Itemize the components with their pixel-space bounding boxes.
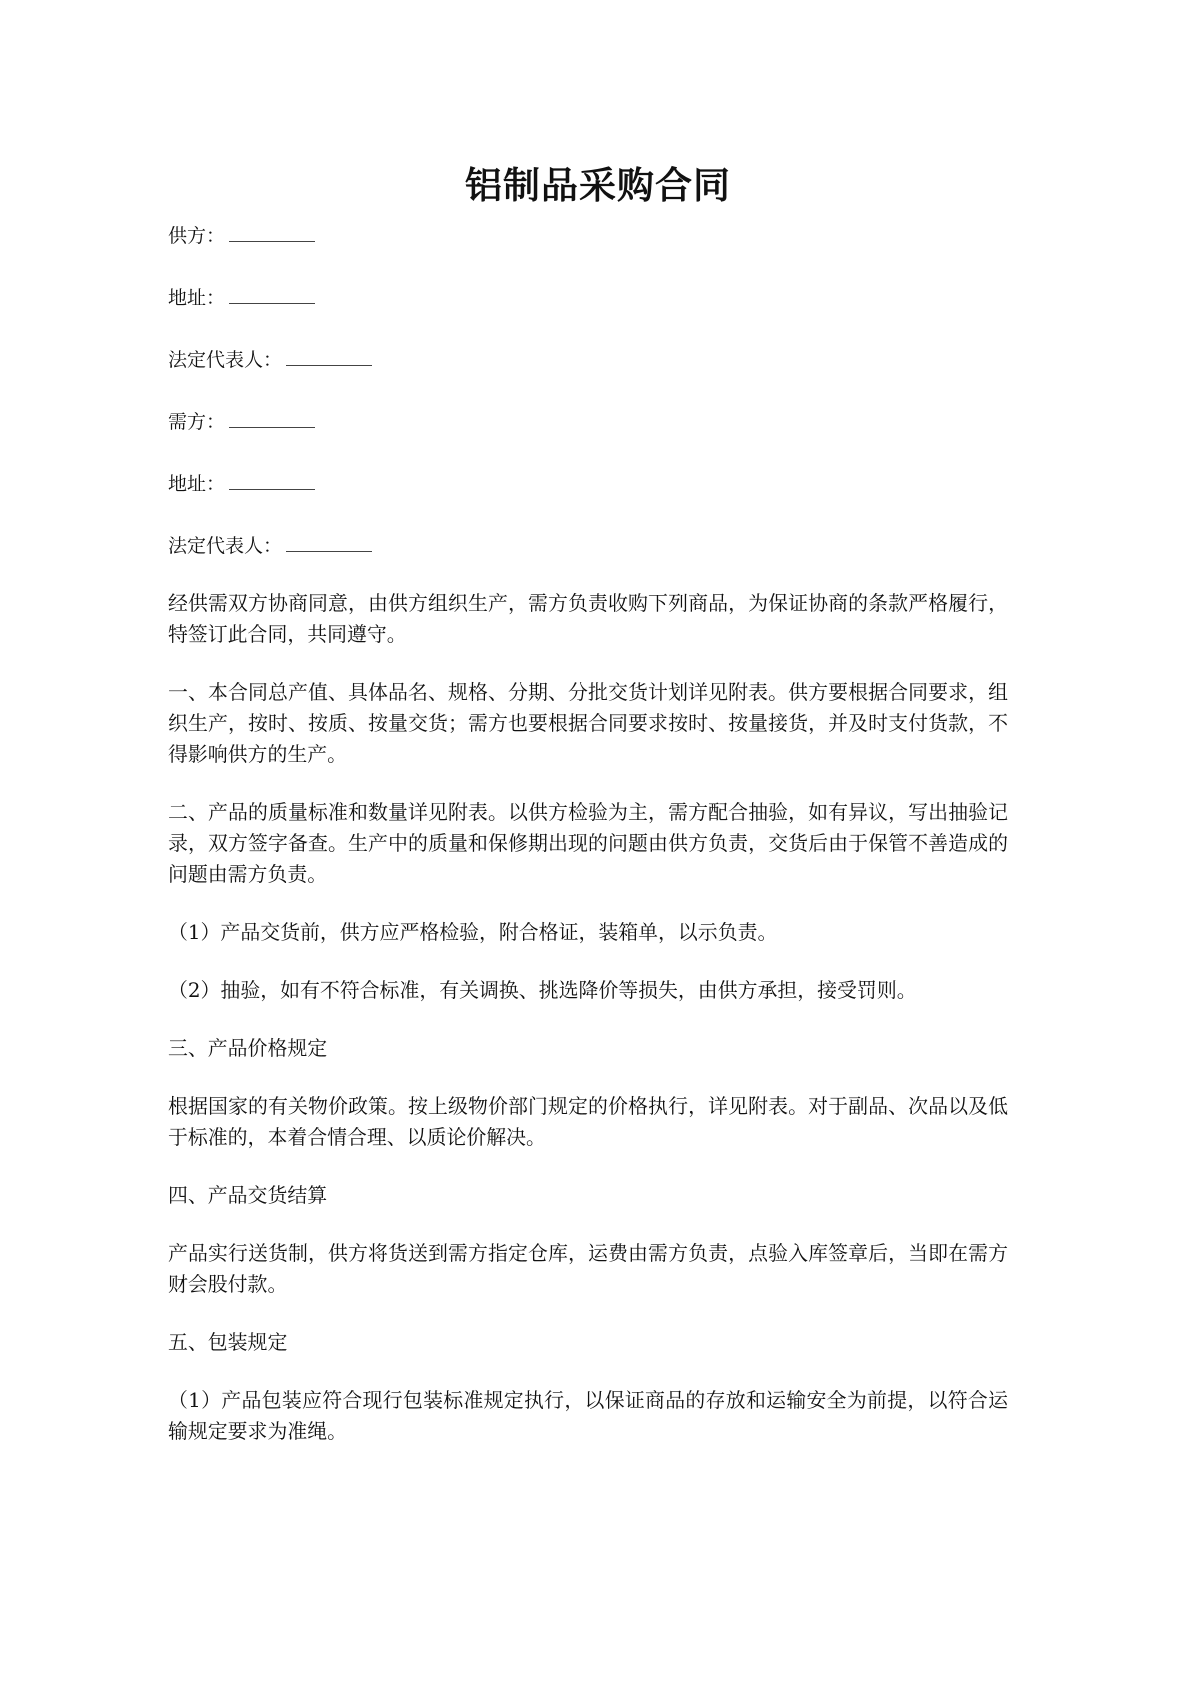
clause-5-heading: 五、包装规定	[168, 1331, 288, 1354]
document-page	[168, 155, 1008, 1447]
clause-1-paragraph: 一、本合同总产值、具体品名、规格、分期、分批交货计划详见附表。供方要根据合同要求，组织生产，按时、按质、按量交货；需方也要根据合同要求按时、按量接货，并及时支付货款，不得影响供方的生产。	[168, 681, 1008, 766]
supplier-legal-rep-field	[168, 347, 1008, 372]
buyer-field	[168, 409, 1008, 434]
field-label: 法定代表人：	[168, 349, 283, 371]
field-label: 需方：	[168, 411, 226, 433]
fill-blank-line	[229, 285, 315, 304]
field-label: 地址：	[168, 473, 226, 495]
intro-paragraph: 经供需双方协商同意，由供方组织生产，需方负责收购下列商品，为保证协商的条款严格履行，特签订此合同，共同遵守。	[168, 592, 1008, 646]
fill-blank-line	[229, 409, 315, 428]
fill-blank-line	[229, 223, 315, 242]
clause-2-paragraph: 二、产品的质量标准和数量详见附表。以供方检验为主，需方配合抽验，如有异议，写出抽验记录，双方签字备查。生产中的质量和保修期出现的问题由供方负责，交货后由于保管不善造成的问题由需方负责。	[168, 801, 1008, 886]
clause-5-item-1: （1）产品包装应符合现行包装标准规定执行，以保证商品的存放和运输安全为前提，以符合运输规定要求为准绳。	[168, 1389, 1008, 1443]
field-label: 地址：	[168, 287, 226, 309]
clause-4-heading: 四、产品交货结算	[168, 1184, 328, 1207]
buyer-legal-rep-field	[168, 533, 1008, 558]
fill-blank-line	[286, 533, 372, 552]
clause-3-paragraph: 根据国家的有关物价政策。按上级物价部门规定的价格执行，详见附表。对于副品、次品以及低于标准的，本着合情合理、以质论价解决。	[168, 1095, 1008, 1149]
buyer-address-field	[168, 471, 1008, 496]
clause-3-heading: 三、产品价格规定	[168, 1037, 328, 1060]
supplier-address-field	[168, 285, 1008, 310]
fill-blank-line	[286, 347, 372, 366]
field-label: 供方：	[168, 225, 226, 247]
field-label: 法定代表人：	[168, 535, 283, 557]
supplier-field	[168, 223, 1008, 248]
fill-blank-line	[229, 471, 315, 490]
clause-4-paragraph: 产品实行送货制，供方将货送到需方指定仓库，运费由需方负责，点验入库签章后，当即在需方财会股付款。	[168, 1242, 1008, 1296]
document-title: 铝制品采购合同	[465, 164, 731, 207]
clause-2-item-1: （1）产品交货前，供方应严格检验，附合格证，装箱单，以示负责。	[168, 921, 778, 944]
clause-2-item-2: （2）抽验，如有不符合标准，有关调换、挑选降价等损失，由供方承担，接受罚则。	[168, 979, 917, 1002]
